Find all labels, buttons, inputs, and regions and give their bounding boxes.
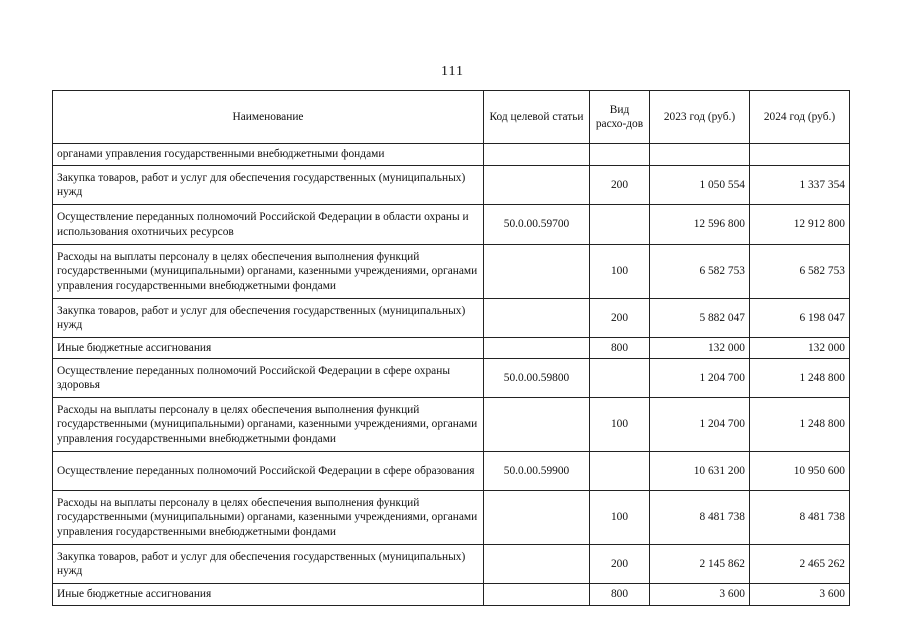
cell-name: Расходы на выплаты персоналу в целях обеспечения выполнения функций государственными (муниципальными) органами, казенными учреждениями, органами управления государственными внебюджетными фондами xyxy=(53,245,484,299)
header-2023: 2023 год (руб.) xyxy=(650,91,750,144)
cell-y2023: 132 000 xyxy=(650,338,750,359)
cell-y2024: 1 337 354 xyxy=(750,166,850,205)
cell-code xyxy=(484,398,590,452)
table-row xyxy=(53,491,850,545)
cell-name: Иные бюджетные ассигнования xyxy=(53,584,484,606)
cell-y2023: 5 882 047 xyxy=(650,299,750,338)
cell-code: 50.0.00.59900 xyxy=(484,452,590,491)
cell-name: Закупка товаров, работ и услуг для обеспечения государственных (муниципальных) нужд xyxy=(53,166,484,205)
cell-vid: 200 xyxy=(590,545,650,584)
cell-name: Осуществление переданных полномочий Российской Федерации в сфере охраны здоровья xyxy=(53,359,484,398)
cell-code xyxy=(484,299,590,338)
cell-y2024: 6 198 047 xyxy=(750,299,850,338)
table-row xyxy=(53,245,850,299)
cell-y2023: 1 050 554 xyxy=(650,166,750,205)
cell-y2023: 8 481 738 xyxy=(650,491,750,545)
cell-name: Закупка товаров, работ и услуг для обеспечения государственных (муниципальных) нужд xyxy=(53,299,484,338)
table-row xyxy=(53,359,850,398)
cell-code: 50.0.00.59700 xyxy=(484,205,590,245)
cell-name: Осуществление переданных полномочий Российской Федерации в сфере образования xyxy=(53,452,484,491)
cell-code xyxy=(484,584,590,606)
cell-y2024 xyxy=(750,144,850,166)
header-2024: 2024 год (руб.) xyxy=(750,91,850,144)
cell-code xyxy=(484,144,590,166)
cell-vid: 100 xyxy=(590,398,650,452)
table-row xyxy=(53,398,850,452)
cell-vid: 200 xyxy=(590,299,650,338)
cell-name: Закупка товаров, работ и услуг для обеспечения государственных (муниципальных) нужд xyxy=(53,545,484,584)
cell-vid: 800 xyxy=(590,338,650,359)
table-row xyxy=(53,299,850,338)
cell-name: Расходы на выплаты персоналу в целях обеспечения выполнения функций государственными (муниципальными) органами, казенными учреждениями, органами управления государственными внебюджетными фондами xyxy=(53,491,484,545)
cell-vid xyxy=(590,205,650,245)
cell-vid: 100 xyxy=(590,245,650,299)
cell-name: Расходы на выплаты персоналу в целях обеспечения выполнения функций государственными (муниципальными) органами, казенными учреждениями, органами управления государственными внебюджетными фондами xyxy=(53,398,484,452)
cell-y2024: 8 481 738 xyxy=(750,491,850,545)
cell-vid: 800 xyxy=(590,584,650,606)
table-row xyxy=(53,545,850,584)
header-row xyxy=(53,91,850,144)
cell-vid xyxy=(590,359,650,398)
cell-y2023: 12 596 800 xyxy=(650,205,750,245)
cell-code xyxy=(484,545,590,584)
page-number: 111 xyxy=(441,64,464,79)
cell-code xyxy=(484,245,590,299)
cell-y2024: 10 950 600 xyxy=(750,452,850,491)
cell-y2023 xyxy=(650,144,750,166)
cell-code: 50.0.00.59800 xyxy=(484,359,590,398)
cell-y2024: 2 465 262 xyxy=(750,545,850,584)
cell-vid xyxy=(590,452,650,491)
table-row xyxy=(53,338,850,359)
cell-y2024: 6 582 753 xyxy=(750,245,850,299)
table-row xyxy=(53,452,850,491)
cell-y2023: 3 600 xyxy=(650,584,750,606)
cell-y2024: 1 248 800 xyxy=(750,398,850,452)
cell-y2023: 1 204 700 xyxy=(650,359,750,398)
table-row xyxy=(53,144,850,166)
header-vid: Вид расхо-дов xyxy=(590,91,650,144)
cell-y2023: 1 204 700 xyxy=(650,398,750,452)
table-row xyxy=(53,205,850,245)
budget-table xyxy=(52,90,850,606)
cell-code xyxy=(484,491,590,545)
cell-y2024: 3 600 xyxy=(750,584,850,606)
cell-y2024: 12 912 800 xyxy=(750,205,850,245)
cell-vid: 200 xyxy=(590,166,650,205)
header-code: Код целевой статьи xyxy=(484,91,590,144)
cell-y2023: 10 631 200 xyxy=(650,452,750,491)
cell-name: Осуществление переданных полномочий Российской Федерации в области охраны и использования охотничьих ресурсов xyxy=(53,205,484,245)
table-row xyxy=(53,166,850,205)
header-name: Наименование xyxy=(53,91,484,144)
cell-y2023: 2 145 862 xyxy=(650,545,750,584)
cell-y2024: 132 000 xyxy=(750,338,850,359)
cell-name: органами управления государственными внебюджетными фондами xyxy=(53,144,484,166)
cell-code xyxy=(484,338,590,359)
cell-name: Иные бюджетные ассигнования xyxy=(53,338,484,359)
budget-table-wrapper xyxy=(52,90,850,606)
cell-vid xyxy=(590,144,650,166)
cell-y2023: 6 582 753 xyxy=(650,245,750,299)
table-body xyxy=(53,144,850,606)
table-row xyxy=(53,584,850,606)
cell-vid: 100 xyxy=(590,491,650,545)
cell-code xyxy=(484,166,590,205)
cell-y2024: 1 248 800 xyxy=(750,359,850,398)
